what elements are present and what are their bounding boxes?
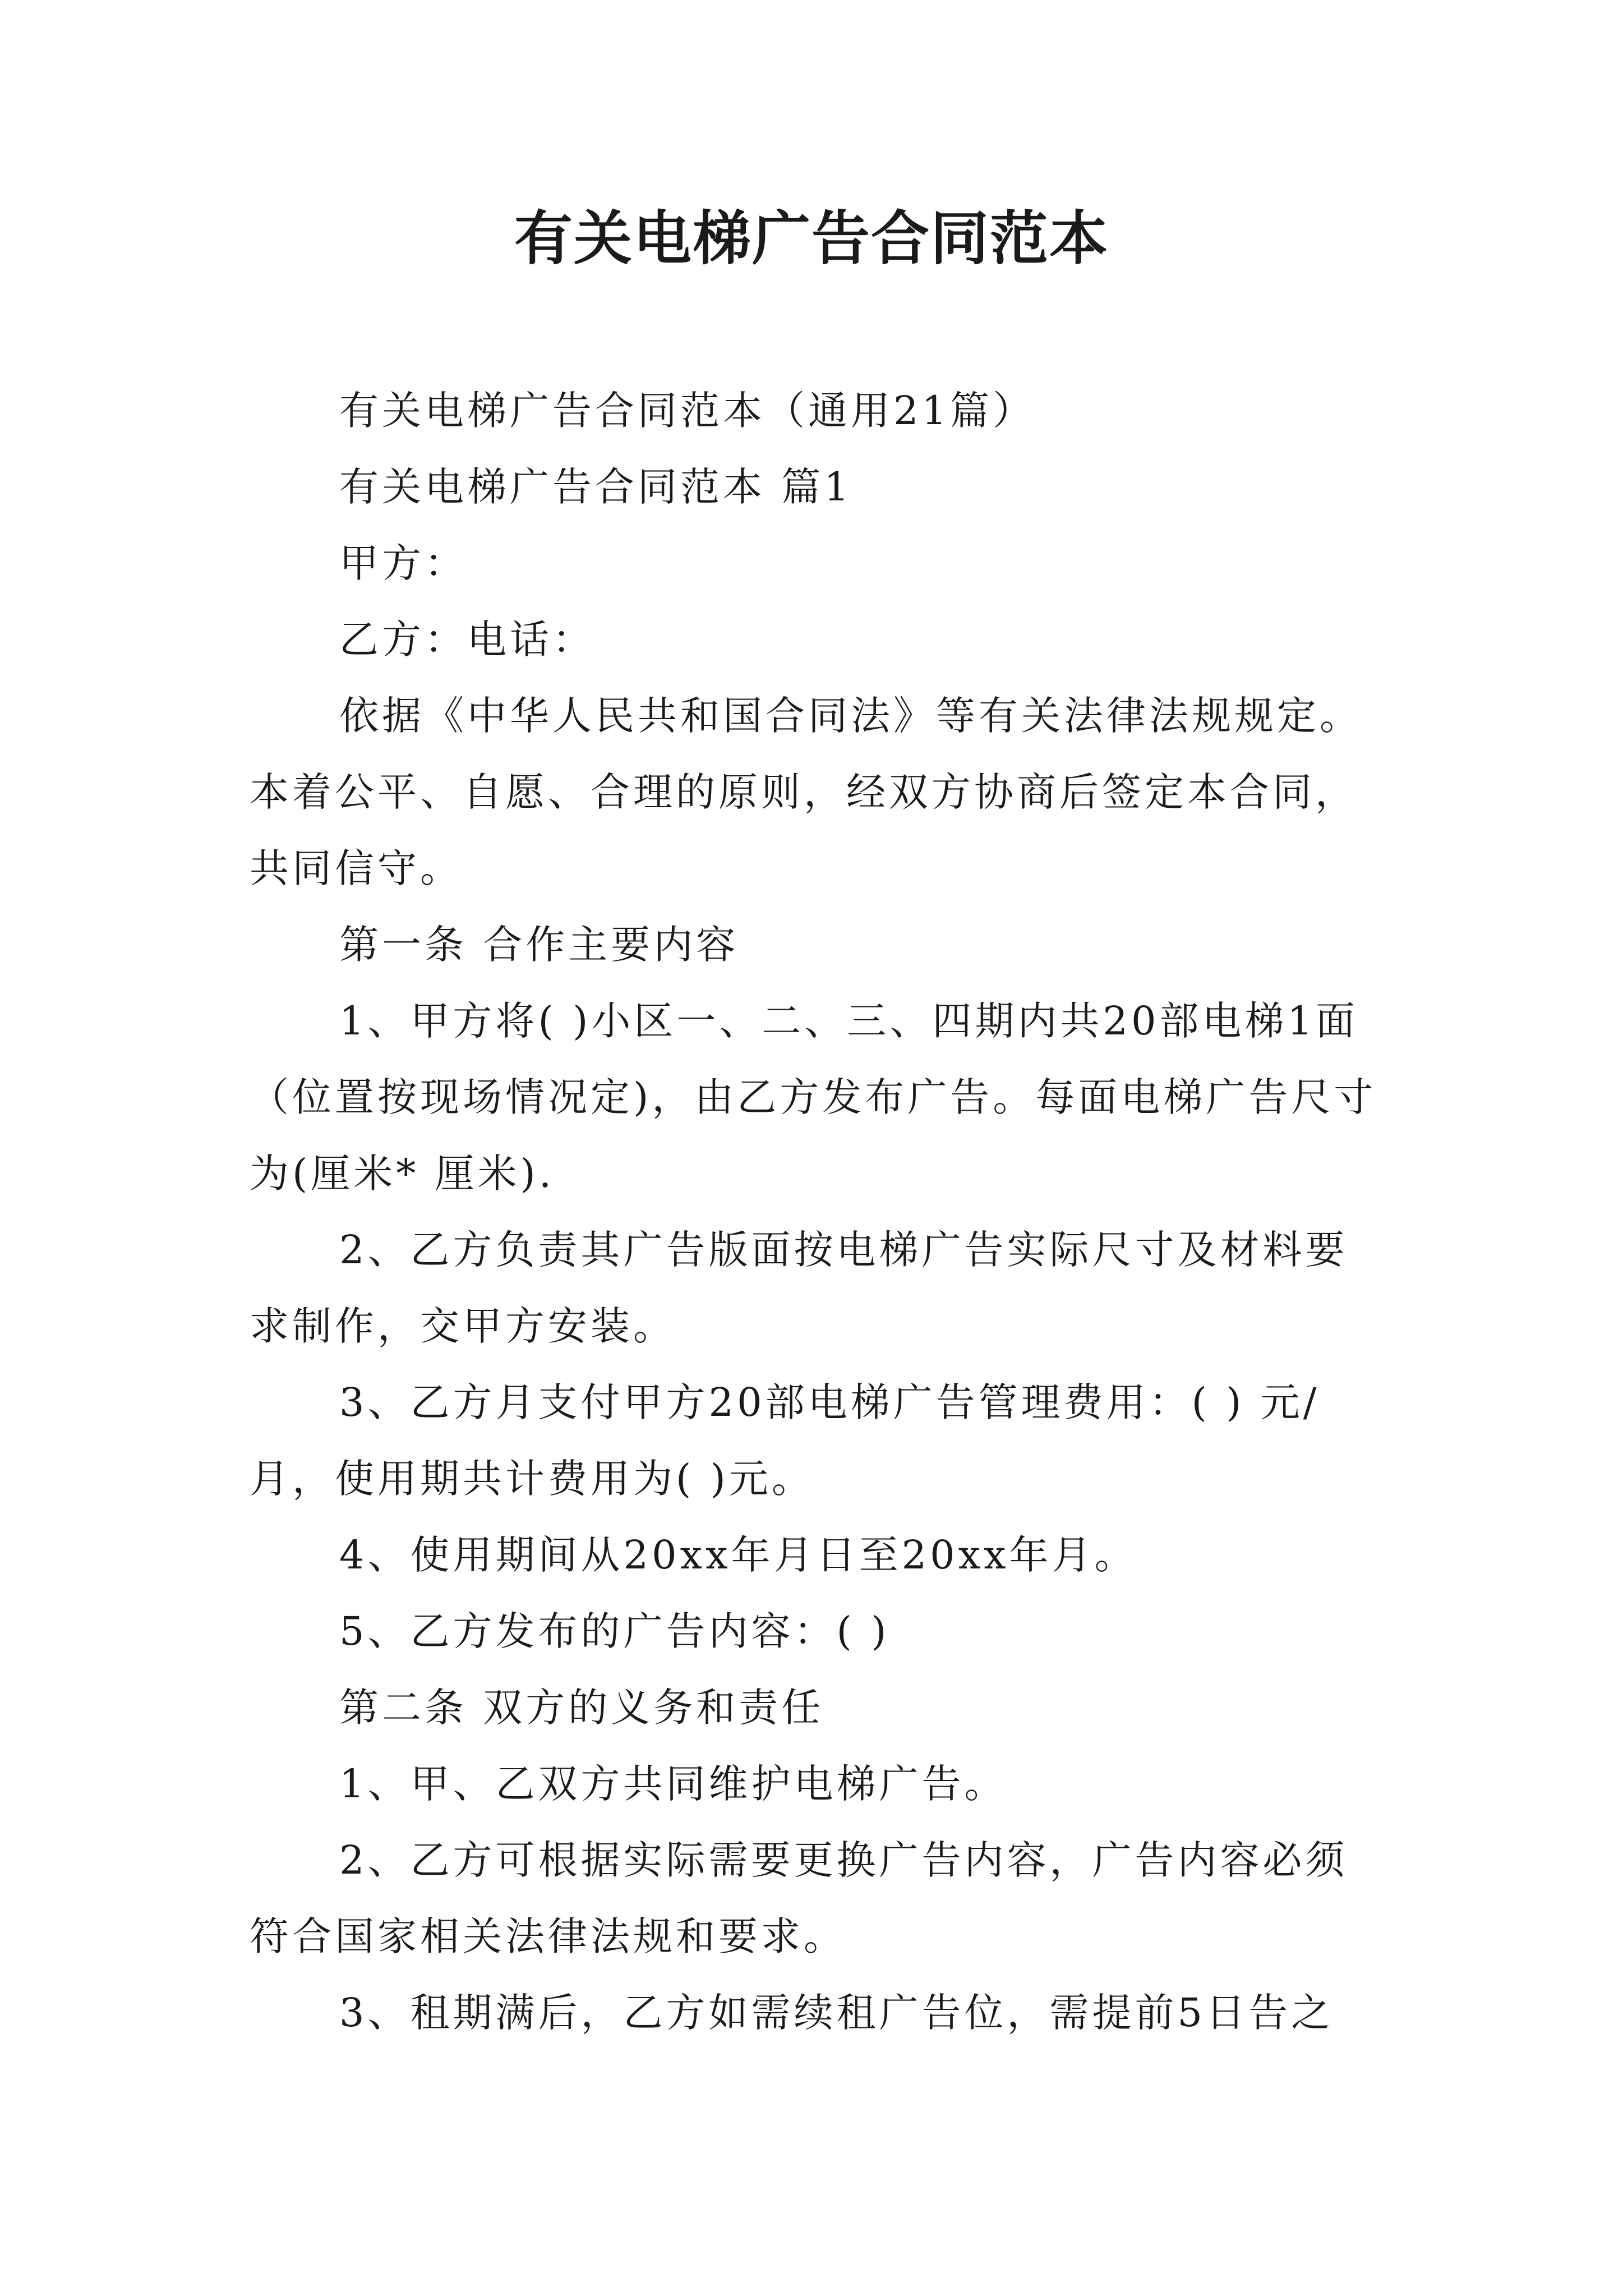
paragraph-article-1-item-3: 3、乙方月支付甲方20部电梯广告管理费用：( ) 元/月，使用期共计费用为( )元。 <box>250 1379 1320 1502</box>
document-body <box>250 372 1388 2051</box>
paragraph-article-2-item-1: 1、甲、乙双方共同维护电梯广告。 <box>339 1761 1007 1807</box>
paragraph-article-2-item-3: 3、租期满后，乙方如需续租广告位，需提前5日告之 <box>339 1990 1334 2036</box>
paragraph-article-1-item-4: 4、使用期间从20xx年月日至20xx年月。 <box>339 1532 1137 1578</box>
paragraph-article-2-item-2: 2、乙方可根据实际需要更换广告内容，广告内容必须符合国家相关法律法规和要求。 <box>250 1837 1348 1959</box>
paragraph-article-1-item-1: 1、甲方将( )小区一、二、三、四期内共20部电梯1面（位置按现场情况定)，由乙方发布广告。每面电梯广告尺寸为(厘米* 厘米). <box>250 998 1377 1197</box>
paragraph-preamble: 依据《中华人民共和国合同法》等有关法律法规规定。本着公平、自愿、合理的原则，经双方协商后签定本合同，共同信守。 <box>250 693 1362 891</box>
paragraph-party-a: 甲方： <box>339 540 467 586</box>
paragraph-subtitle: 有关电梯广告合同范本（通用21篇） <box>339 388 1036 434</box>
document-title: 有关电梯广告合同范本 <box>514 204 1109 273</box>
paragraph-article-2-heading: 第二条 双方的义务和责任 <box>339 1685 824 1731</box>
paragraph-article-1-heading: 第一条 合作主要内容 <box>339 922 739 968</box>
paragraph-article-1-item-2: 2、乙方负责其广告版面按电梯广告实际尺寸及材料要求制作，交甲方安装。 <box>250 1227 1348 1349</box>
paragraph-section-heading: 有关电梯广告合同范本 篇1 <box>339 464 852 510</box>
paragraph-party-b: 乙方：电话： <box>339 616 595 662</box>
paragraph-article-1-item-5: 5、乙方发布的广告内容：( ) <box>339 1608 890 1654</box>
